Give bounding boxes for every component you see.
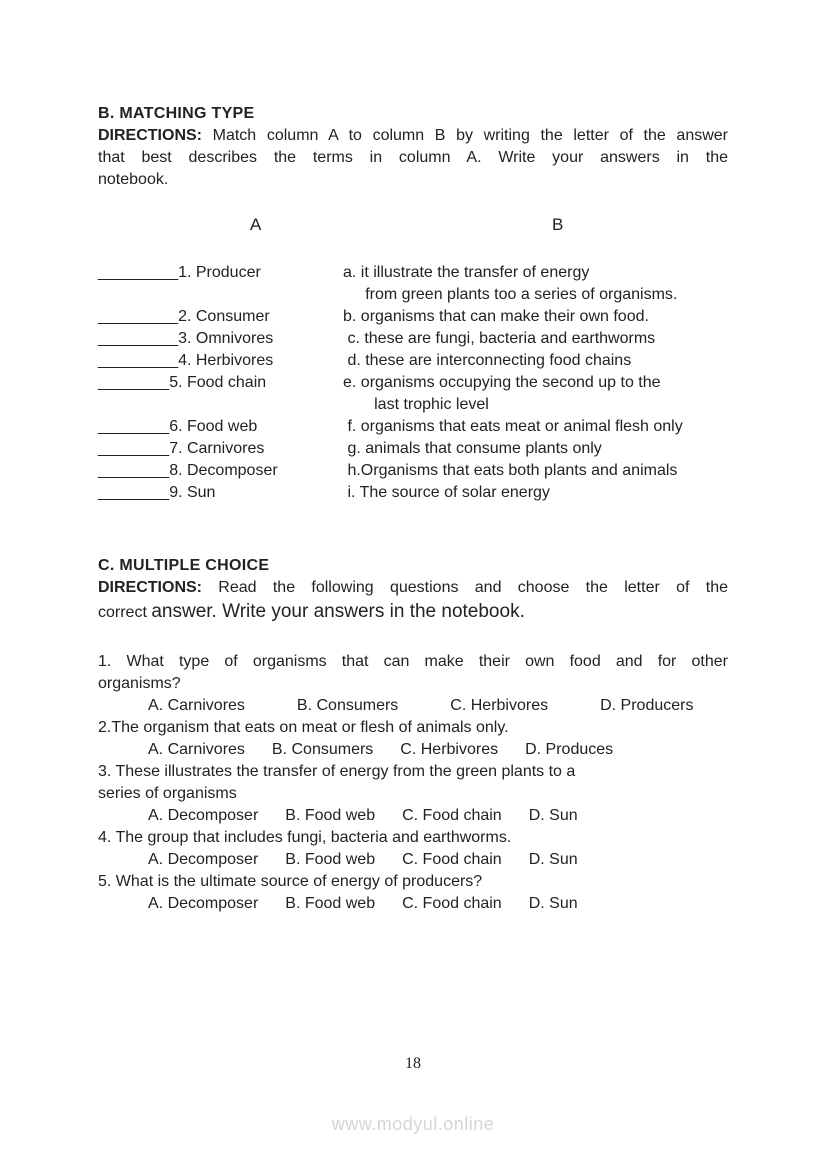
match-description: h.Organisms that eats both plants and animals: [343, 462, 678, 479]
question-text: 1. What type of organisms that can make their own food and for other: [98, 653, 728, 670]
mc-directions-line2: [98, 599, 728, 626]
question-3: [98, 761, 728, 827]
table-row: [98, 350, 728, 372]
option-d: D. Producers: [600, 697, 694, 714]
questions-list: [98, 651, 728, 915]
match-description: d. these are interconnecting food chains: [343, 352, 632, 369]
option-d: D. Sun: [528, 851, 578, 868]
multiple-choice-title: C. MULTIPLE CHOICE: [98, 557, 270, 574]
page-content: [98, 103, 728, 915]
option-d: D. Sun: [528, 807, 578, 824]
option-a: A. Decomposer: [148, 851, 259, 868]
match-term: [98, 284, 343, 306]
matching-title: B. MATCHING TYPE: [98, 105, 255, 122]
mc-directions-label: DIRECTIONS:: [98, 579, 202, 596]
question-text: organisms?: [98, 675, 181, 692]
option-a: A. Decomposer: [148, 895, 259, 912]
table-row: [98, 482, 728, 504]
match-term: ________6. Food web: [98, 418, 258, 435]
match-description: i. The source of solar energy: [343, 484, 550, 501]
table-row: [98, 438, 728, 460]
question-text: 5. What is the ultimate source of energy of producers?: [98, 873, 483, 890]
question-text: 2.The organism that eats on meat or flesh of animals only.: [98, 719, 509, 736]
match-description: b. organisms that can make their own food.: [343, 308, 649, 325]
mc-directions-text: Read the following questions and choose the letter of the: [202, 579, 728, 596]
match-term: ________7. Carnivores: [98, 440, 265, 457]
match-term: ________8. Decomposer: [98, 462, 278, 479]
option-c: C. Food chain: [402, 851, 502, 868]
match-description: f. organisms that eats meat or animal flesh only: [343, 418, 683, 435]
options-row: [98, 849, 728, 871]
question-2: [98, 717, 728, 761]
option-b: B. Food web: [285, 895, 376, 912]
mc-directions-line1: [98, 577, 728, 599]
option-d: D. Sun: [528, 895, 578, 912]
question-text: series of organisms: [98, 785, 237, 802]
option-b: B. Consumers: [296, 697, 399, 714]
option-d: D. Produces: [525, 741, 614, 758]
table-row: [98, 262, 728, 284]
column-headers: [98, 215, 728, 237]
table-row: [98, 416, 728, 438]
match-term: _________1. Producer: [98, 264, 261, 281]
match-description: g. animals that consume plants only: [343, 440, 602, 457]
matching-directions-line3: notebook.: [98, 171, 169, 188]
matching-section: [98, 103, 728, 504]
matching-directions-line1: [98, 125, 728, 147]
match-description: e. organisms occupying the second up to the: [343, 374, 661, 391]
match-description: c. these are fungi, bacteria and earthworms: [343, 330, 656, 347]
match-term: ________5. Food chain: [98, 374, 267, 391]
question-5: [98, 871, 728, 915]
table-row: [98, 460, 728, 482]
question-1: [98, 651, 728, 717]
match-term: _________2. Consumer: [98, 308, 270, 325]
option-b: B. Food web: [285, 851, 376, 868]
match-term: _________3. Omnivores: [98, 330, 274, 347]
options-row: [98, 893, 728, 915]
option-b: B. Consumers: [271, 741, 374, 758]
column-b-header: B: [552, 215, 564, 234]
watermark: www.modyul.online: [331, 1114, 495, 1134]
matching-table: [98, 262, 728, 504]
table-row: [98, 394, 728, 416]
match-term: ________9. Sun: [98, 484, 216, 501]
option-a: A. Decomposer: [148, 807, 259, 824]
match-description: a. it illustrate the transfer of energy: [343, 264, 590, 281]
table-row: [98, 306, 728, 328]
mc-directions-text-small: correct: [98, 604, 152, 621]
match-term: _________4. Herbivores: [98, 352, 274, 369]
table-row: [98, 372, 728, 394]
options-row: [98, 739, 728, 761]
option-c: C. Herbivores: [450, 697, 549, 714]
option-b: B. Food web: [285, 807, 376, 824]
match-description: from green plants too a series of organisms.: [343, 286, 678, 303]
match-term: [98, 394, 343, 416]
option-c: C. Food chain: [402, 807, 502, 824]
option-a: A. Carnivores: [148, 741, 245, 758]
table-row: [98, 284, 728, 306]
table-row: [98, 328, 728, 350]
question-4: [98, 827, 728, 871]
option-c: C. Food chain: [402, 895, 502, 912]
matching-directions-line2: that best describes the terms in column A. Write your answers in the: [98, 149, 728, 166]
options-row: [98, 805, 728, 827]
column-a-header: A: [250, 215, 262, 234]
question-text: 3. These illustrates the transfer of energy from the green plants to a: [98, 763, 576, 780]
option-c: C. Herbivores: [400, 741, 499, 758]
match-description: last trophic level: [343, 396, 489, 413]
question-text: 4. The group that includes fungi, bacteria and earthworms.: [98, 829, 512, 846]
mc-directions-text-large: answer. Write your answers in the notebook.: [151, 601, 525, 622]
options-row: [98, 695, 728, 717]
multiple-choice-section: [98, 555, 728, 915]
page-number: 18: [405, 1055, 421, 1072]
option-a: A. Carnivores: [148, 697, 245, 714]
matching-directions-label: DIRECTIONS:: [98, 127, 202, 144]
matching-directions-text: Match column A to column B by writing the letter of the answer: [202, 127, 728, 144]
